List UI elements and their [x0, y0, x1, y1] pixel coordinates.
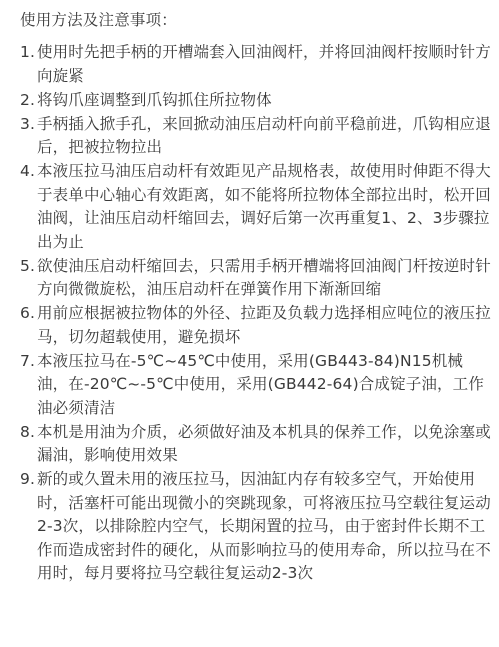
item-text: 本液压拉马在-5℃~45℃中使用，采用(GB443-84)N15机械油，在-20℃~-5℃中使用，采用(GB442-64)合成锭子油，工作油必须清洁	[37, 351, 484, 417]
item-number: 7.	[20, 351, 36, 370]
item-text: 新的或久置未用的液压拉马，因油缸内存有较多空气，开始使用时，活塞杆可能出现微小的突跳现象，可将液压拉马空载往复运动2-3次，以排除腔内空气，长期闲置的拉马，由于密封件长期不工作而造成密封件的硬化，从而影响拉马的使用寿命，所以拉马在不用时，每月要将拉马空载往复运动2-3次	[37, 470, 491, 582]
instruction-list	[20, 41, 491, 586]
item-text: 本机是用油为介质，必须做好油及本机具的保养工作，以免涂塞或漏油，影响使用效果	[37, 422, 491, 464]
item-number: 2.	[20, 90, 36, 109]
item-text: 使用时先把手柄的开槽端套入回油阀杆，并将回油阀杆按顺时针方向旋紧	[37, 43, 491, 85]
instruction-item-5	[20, 255, 491, 302]
item-text: 欲使油压启动杆缩回去，只需用手柄开槽端将回油阀门杆按逆时针方向微微旋松，油压启动杆在弹簧作用下渐渐回缩	[37, 256, 491, 298]
instruction-item-2	[20, 89, 491, 113]
instruction-item-1	[20, 41, 491, 88]
instruction-item-6	[20, 302, 491, 349]
instruction-item-3	[20, 113, 491, 160]
document-title: 使用方法及注意事项：	[20, 11, 178, 29]
instruction-item-9	[20, 468, 491, 586]
item-number: 4.	[20, 162, 36, 180]
item-number: 5.	[20, 256, 36, 275]
item-text: 手柄插入掀手孔，来回掀动油压启动杆向前平稳前进，爪钩相应退后，把被拉物拉出	[37, 114, 491, 156]
instruction-item-7	[20, 350, 491, 421]
item-text: 将钩爪座调整到爪钩抓住所拉物体	[37, 90, 272, 109]
item-text: 本液压拉马油压启动杆有效距见产品规格表，故使用时伸距不得大于表单中心轴心有效距离，如不能将所拉物体全部拉出时，松开回油阀，让油压启动杆缩回去，调好后第一次再重复1、2、3步骤拉出为止	[37, 162, 491, 251]
instruction-item-4	[20, 160, 491, 254]
instruction-item-8	[20, 421, 491, 468]
item-text: 用前应根据被拉物体的外径、拉距及负载力选择相应吨位的液压拉马，切勿超载使用，避免损坏	[37, 304, 491, 346]
item-number: 8.	[20, 422, 36, 441]
item-number: 9.	[20, 470, 36, 488]
item-number: 1.	[20, 43, 36, 61]
item-number: 6.	[20, 304, 36, 322]
item-number: 3.	[20, 114, 36, 133]
